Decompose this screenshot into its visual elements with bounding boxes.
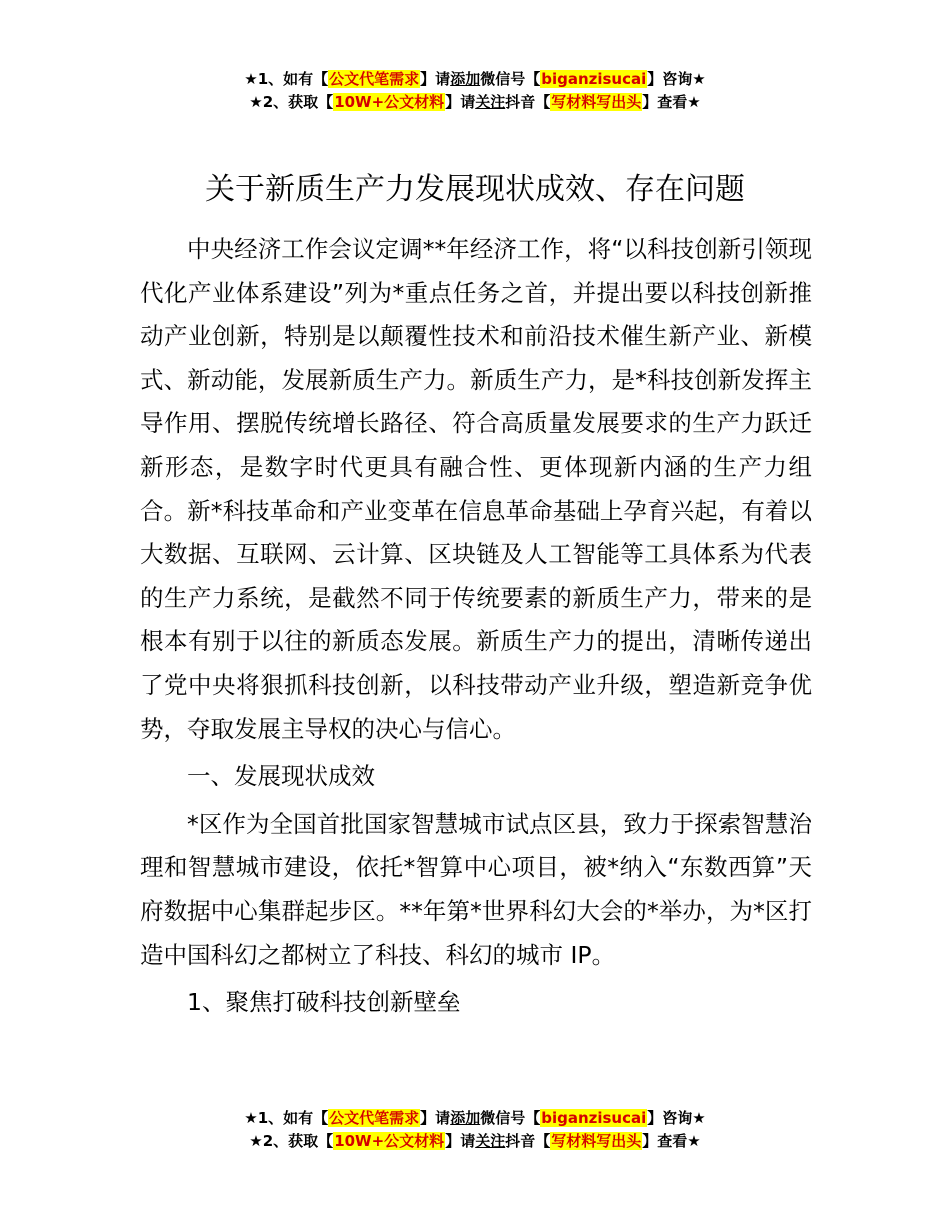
banner-text: ★2、获取【 [249, 93, 334, 111]
banner-highlight: 10W+公文材料 [334, 1132, 445, 1150]
banner-line-2 [0, 91, 950, 114]
banner-text: 】请 [420, 1109, 451, 1127]
banner-underlined: 关注 [475, 93, 506, 111]
banner-highlight: 公文代笔需求 [329, 1109, 420, 1127]
banner-text: 】咨询★ [647, 70, 706, 88]
banner-highlight: biganzisucai [541, 1109, 647, 1127]
document-title: 关于新质生产力发展现状成效、存在问题 [205, 172, 745, 207]
banner-highlight: 写材料写出头 [551, 1132, 642, 1150]
banner-text: 】请 [420, 70, 451, 88]
banner-text: 】请 [445, 93, 476, 111]
banner-line-2 [0, 1130, 950, 1153]
banner-underlined: 添加 [450, 1109, 481, 1127]
banner-text: 抖音【 [505, 1132, 551, 1150]
banner-highlight: biganzisucai [541, 70, 647, 88]
banner-text: ★1、如有【 [244, 1109, 329, 1127]
banner-highlight: 写材料写出头 [551, 93, 642, 111]
subsection-heading: 1、聚焦打破科技创新壁垒 [187, 988, 461, 1017]
banner-text: 微信号【 [480, 1109, 541, 1127]
banner-text: 】咨询★ [647, 1109, 706, 1127]
banner-text: ★2、获取【 [249, 1132, 334, 1150]
banner-underlined: 关注 [475, 1132, 506, 1150]
banner-highlight: 10W+公文材料 [334, 93, 445, 111]
body-paragraph: 中央经济工作会议定调**年经济工作，将“以科技创新引领现代化产业体系建设”列为*重点任务之首，并提出要以科技创新推动产业创新，特别是以颠覆性技术和前沿技术催生新产业、新模式、新动能，发展新质生产力。新质生产力，是*科技创新发挥主导作用、摆脱传统增长路径、符合高质量发展要求的生产力跃迁新形态，是数字时代更具有融合性、更体现新内涵的生产力组合。新*科技革命和产业变革在信息革命基础上孕育兴起，有着以大数据、互联网、云计算、区块链及人工智能等工具体系为代表的生产力系统，是截然不同于传统要素的新质生产力，带来的是根本有别于以往的新质态发展。新质生产力的提出，清晰传递出了党中央将狠抓科技创新，以科技带动产业升级，塑造新竞争优势，夺取发展主导权的决心与信心。 [140, 235, 812, 743]
banner-text: 抖音【 [505, 93, 551, 111]
banner-text: 】查看★ [642, 1132, 701, 1150]
banner-line-1 [0, 1107, 950, 1130]
banner-text: ★1、如有【 [244, 70, 329, 88]
section-heading: 一、发展现状成效 [187, 762, 375, 791]
banner-text: 】请 [445, 1132, 476, 1150]
banner-highlight: 公文代笔需求 [329, 70, 420, 88]
header-banner [0, 68, 950, 114]
footer-banner [0, 1107, 950, 1153]
body-paragraph: *区作为全国首批国家智慧城市试点区县，致力于探索智慧治理和智慧城市建设，依托*智算中心项目，被*纳入“东数西算”天府数据中心集群起步区。**年第*世界科幻大会的*举办，为*区打造中国科幻之都树立了科技、科幻的城市 IP。 [140, 809, 812, 969]
banner-text: 微信号【 [480, 70, 541, 88]
banner-underlined: 添加 [450, 70, 481, 88]
document-body [140, 228, 812, 1025]
banner-line-1 [0, 68, 950, 91]
banner-text: 】查看★ [642, 93, 701, 111]
